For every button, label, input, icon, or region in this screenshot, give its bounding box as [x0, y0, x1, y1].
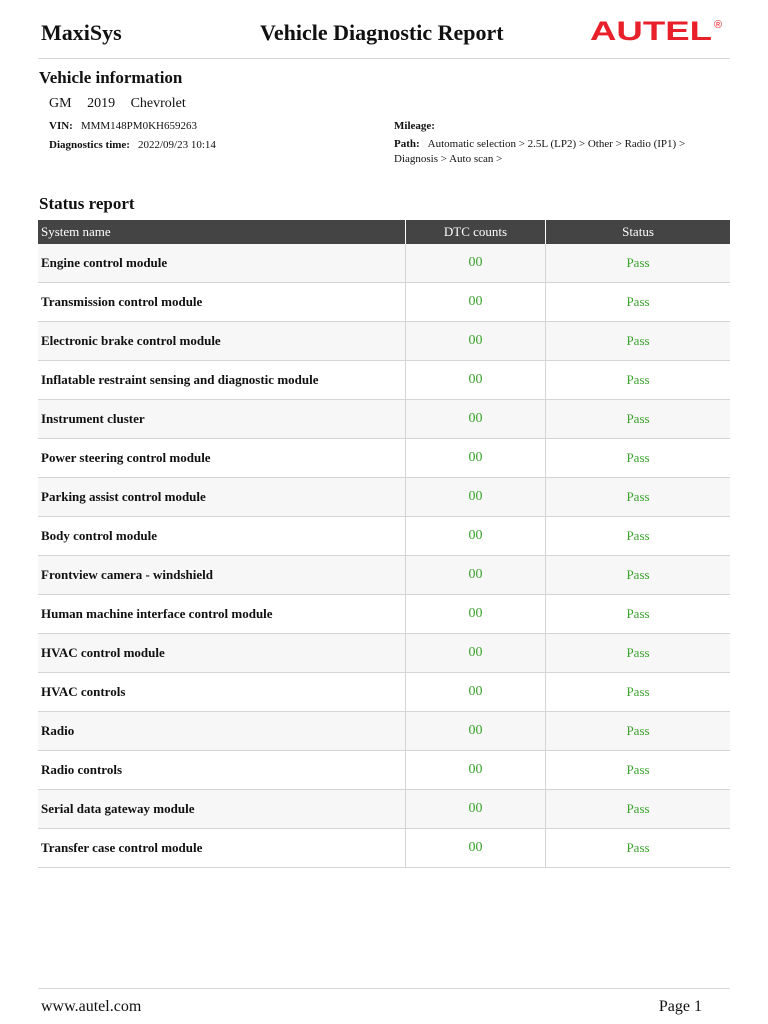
status-cell: Pass: [546, 790, 731, 829]
status-cell: Pass: [546, 322, 731, 361]
dtc-count-cell: 00: [406, 712, 546, 751]
mileage-row: [394, 119, 443, 134]
system-name-cell: Radio controls: [38, 751, 406, 790]
status-cell: Pass: [546, 829, 731, 868]
column-header-status: Status: [546, 220, 731, 244]
system-name-cell: Radio: [38, 712, 406, 751]
table-row: [38, 439, 730, 478]
status-cell: Pass: [546, 283, 731, 322]
diagnostics-time-value: 2022/09/23 10:14: [137, 139, 216, 151]
vehicle-year: 2019: [87, 96, 116, 111]
system-name-cell: HVAC control module: [38, 634, 406, 673]
system-name-cell: Parking assist control module: [38, 478, 406, 517]
report-footer: [38, 988, 730, 1019]
dtc-count-cell: 00: [406, 400, 546, 439]
status-cell: Pass: [546, 400, 731, 439]
system-name-cell: Power steering control module: [38, 439, 406, 478]
dtc-count-cell: 00: [406, 439, 546, 478]
table-row: [38, 556, 730, 595]
diagnostics-time-label: Diagnostics time:: [49, 139, 130, 151]
vin-value: MMM148PM0KH659263: [80, 120, 197, 132]
column-header-dtc-counts: DTC counts: [406, 220, 546, 244]
column-header-system-name: System name: [38, 220, 406, 244]
dtc-count-cell: 00: [406, 634, 546, 673]
status-table: [38, 220, 730, 868]
brand-name: MaxiSys: [41, 20, 122, 45]
dtc-count-cell: 00: [406, 556, 546, 595]
mileage-label: Mileage:: [394, 120, 435, 132]
status-cell: Pass: [546, 361, 731, 400]
system-name-cell: HVAC controls: [38, 673, 406, 712]
table-row: [38, 712, 730, 751]
footer-website: www.autel.com: [41, 998, 142, 1015]
status-cell: Pass: [546, 712, 731, 751]
table-row: [38, 517, 730, 556]
status-report-title: Status report: [39, 194, 135, 213]
dtc-count-cell: 00: [406, 673, 546, 712]
system-name-cell: Human machine interface control module: [38, 595, 406, 634]
status-cell: Pass: [546, 673, 731, 712]
system-name-cell: Transfer case control module: [38, 829, 406, 868]
report-header: [38, 14, 730, 59]
status-cell: Pass: [546, 634, 731, 673]
status-table-header: [38, 220, 730, 244]
vin-row: [49, 119, 197, 134]
table-row: [38, 595, 730, 634]
vehicle-model: Chevrolet: [130, 96, 186, 111]
path-value: Automatic selection > 2.5L (LP2) > Other > Radio (IP1) > Diagnosis > Auto scan >: [394, 138, 686, 165]
vehicle-make: GM: [49, 96, 72, 111]
path-row: [394, 137, 714, 167]
autel-logo: [590, 14, 730, 44]
table-row: [38, 478, 730, 517]
path-label: Path:: [394, 138, 420, 150]
table-row: [38, 283, 730, 322]
dtc-count-cell: 00: [406, 322, 546, 361]
table-row: [38, 400, 730, 439]
vehicle-summary: [49, 96, 198, 112]
system-name-cell: Inflatable restraint sensing and diagnostic module: [38, 361, 406, 400]
system-name-cell: Transmission control module: [38, 283, 406, 322]
dtc-count-cell: 00: [406, 829, 546, 868]
table-row: [38, 751, 730, 790]
vehicle-info-title: Vehicle information: [39, 68, 183, 87]
logo-text: AUTEL: [590, 16, 712, 44]
dtc-count-cell: 00: [406, 790, 546, 829]
table-row: [38, 244, 730, 283]
diagnostics-time-row: [49, 138, 216, 153]
status-cell: Pass: [546, 244, 731, 283]
table-row: [38, 829, 730, 868]
table-row: [38, 361, 730, 400]
dtc-count-cell: 00: [406, 595, 546, 634]
dtc-count-cell: 00: [406, 244, 546, 283]
status-cell: Pass: [546, 478, 731, 517]
status-cell: Pass: [546, 517, 731, 556]
system-name-cell: Body control module: [38, 517, 406, 556]
system-name-cell: Serial data gateway module: [38, 790, 406, 829]
system-name-cell: Engine control module: [38, 244, 406, 283]
system-name-cell: Instrument cluster: [38, 400, 406, 439]
page-number: Page 1: [658, 998, 702, 1015]
table-row: [38, 634, 730, 673]
system-name-cell: Electronic brake control module: [38, 322, 406, 361]
dtc-count-cell: 00: [406, 478, 546, 517]
status-cell: Pass: [546, 439, 731, 478]
dtc-count-cell: 00: [406, 361, 546, 400]
status-cell: Pass: [546, 556, 731, 595]
dtc-count-cell: 00: [406, 517, 546, 556]
logo-registered-mark: ®: [714, 19, 723, 31]
table-row: [38, 322, 730, 361]
dtc-count-cell: 00: [406, 751, 546, 790]
status-cell: Pass: [546, 751, 731, 790]
system-name-cell: Frontview camera - windshield: [38, 556, 406, 595]
report-title: Vehicle Diagnostic Report: [260, 20, 504, 45]
dtc-count-cell: 00: [406, 283, 546, 322]
vin-label: VIN:: [49, 120, 73, 132]
table-row: [38, 790, 730, 829]
status-cell: Pass: [546, 595, 731, 634]
table-row: [38, 673, 730, 712]
